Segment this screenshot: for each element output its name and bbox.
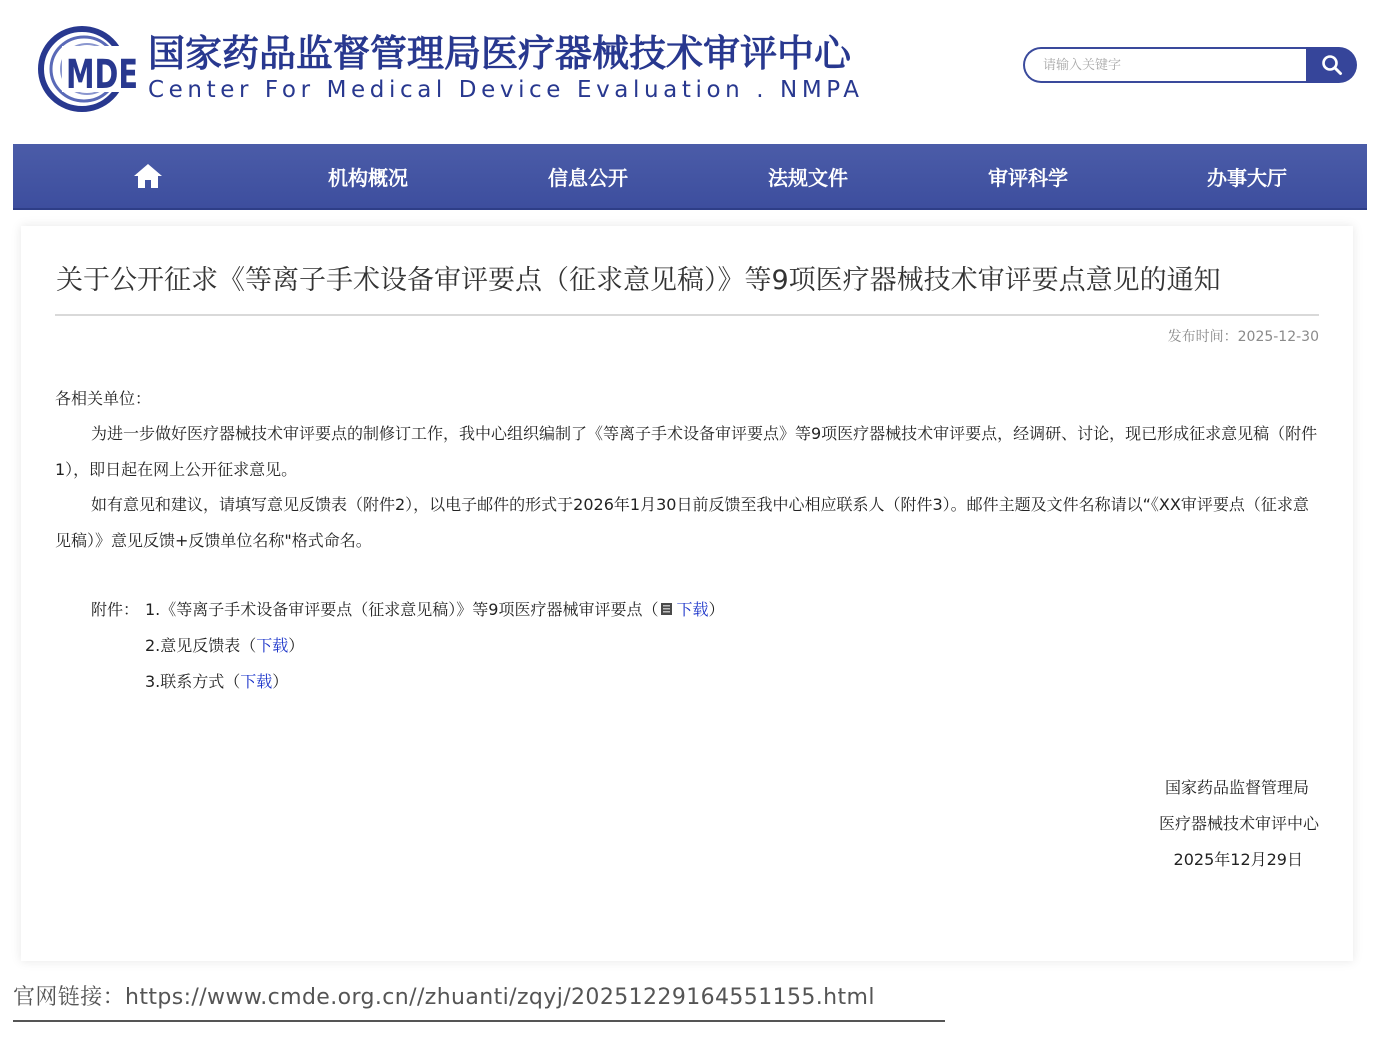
title-divider: [55, 314, 1319, 316]
article-title: 关于公开征求《等离子手术设备审评要点（征求意见稿）》等9项医疗器械技术审评要点意见的通知: [56, 265, 1221, 296]
salutation: 各相关单位：: [55, 389, 152, 408]
body-paragraph-2: 如有意见和建议，请填写意见反馈表（附件2），以电子邮件的形式于2026年1月30日前反馈至我中心相应联系人（附件3）。邮件主题及文件名称请以“《XX审评要点（征求意见稿）》意见反馈+反馈单位名称"格式命名。: [55, 495, 1309, 550]
nav-item-regulations[interactable]: 法规文件: [768, 165, 848, 190]
search-box: [1023, 47, 1357, 83]
site-header: [0, 0, 1376, 140]
nav-home[interactable]: [38, 144, 258, 208]
search-input[interactable]: [1023, 47, 1313, 83]
signature-org: 国家药品监督管理局: [1164, 778, 1309, 797]
article-card: [21, 226, 1353, 961]
logo-mark-text: MDE: [66, 52, 138, 98]
signature-center: 医疗器械技术审评中心: [1158, 814, 1319, 833]
nav-item-review-science[interactable]: 审评科学: [988, 165, 1068, 190]
attachments-label: 附件：: [91, 600, 140, 619]
download-link[interactable]: 下载: [676, 600, 709, 619]
attachment-close: ）: [288, 636, 305, 655]
main-nav: [13, 144, 1367, 210]
attachment-item: [145, 628, 304, 664]
source-underline: [13, 1020, 945, 1022]
download-link[interactable]: 下载: [240, 672, 273, 691]
attachment-text: 2.意见反馈表（: [145, 636, 257, 655]
signature-date: 2025年12月29日: [1173, 850, 1303, 869]
home-icon: [133, 163, 163, 189]
attachment-item: [145, 664, 288, 700]
search-icon: [1321, 54, 1343, 76]
nav-item-information[interactable]: 信息公开: [548, 165, 628, 190]
publish-date: 发布时间：2025-12-30: [1167, 329, 1319, 345]
site-title: 国家药品监督管理局医疗器械技术审评中心: [148, 31, 851, 75]
attachment-close: ）: [272, 672, 289, 691]
nav-item-organization[interactable]: 机构概况: [328, 165, 408, 190]
download-link[interactable]: 下载: [256, 636, 289, 655]
cmde-logo-icon[interactable]: [38, 26, 142, 112]
site-subtitle: Center For Medical Device Evaluation . NMPA: [148, 77, 864, 103]
search-button[interactable]: [1306, 47, 1357, 83]
attachment-close: ）: [708, 600, 725, 619]
document-icon: [660, 602, 673, 616]
attachment-text: 3.联系方式（: [145, 672, 241, 691]
attachment-item: [145, 592, 724, 628]
attachment-text: 1.《等离子手术设备审评要点（征求意见稿）》等9项医疗器械审评要点（: [145, 600, 659, 619]
nav-item-service-hall[interactable]: 办事大厅: [1207, 165, 1287, 190]
body-paragraph-1: 为进一步做好医疗器械技术审评要点的制修订工作，我中心组织编制了《等离子手术设备审评要点》等9项医疗器械技术审评要点，经调研、讨论，现已形成征求意见稿（附件1），即日起在网上公开征求意见。: [55, 424, 1318, 479]
source-link[interactable]: 官网链接：https://www.cmde.org.cn//zhuanti/zqyj/20251229164551155.html: [13, 985, 875, 1010]
